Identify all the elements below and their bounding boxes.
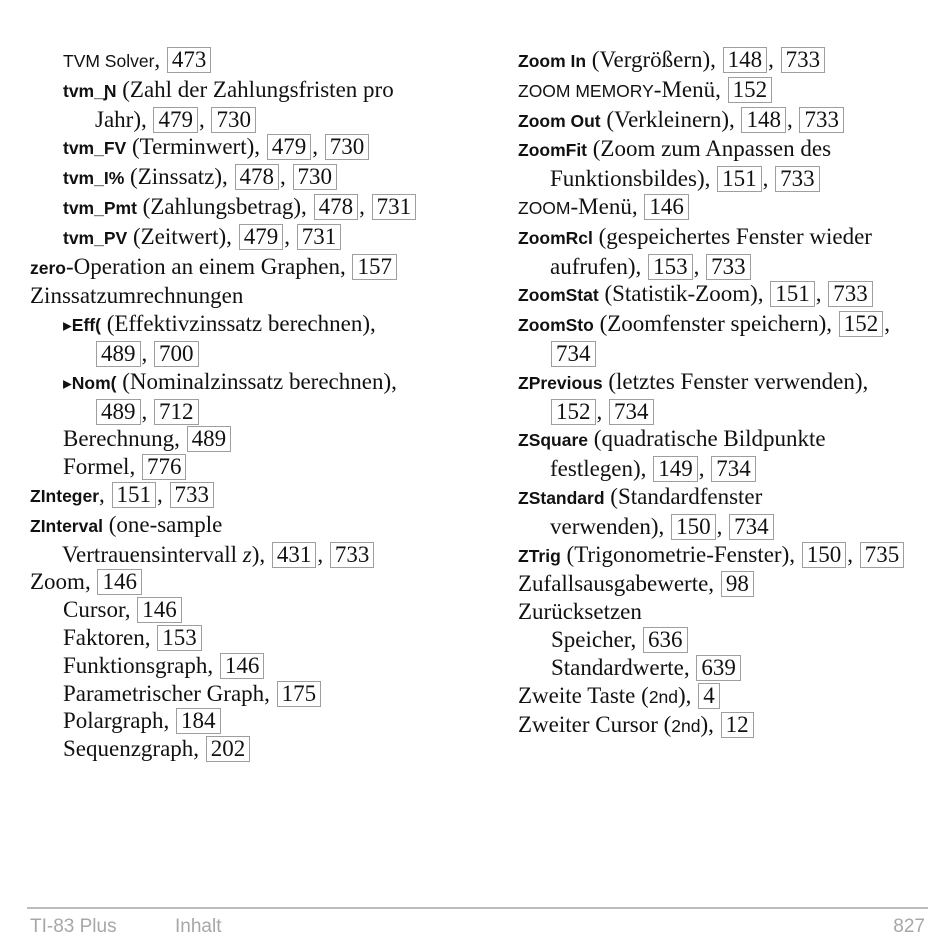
page-reference-link[interactable]: 157 <box>352 254 397 280</box>
footer-book-title: TI-83 Plus <box>30 916 117 937</box>
page-reference-link[interactable]: 146 <box>97 569 142 595</box>
page-reference-link[interactable]: 431 <box>272 542 317 568</box>
index-entry-line <box>63 76 485 106</box>
page-reference-link[interactable]: 148 <box>741 107 786 133</box>
index-entry <box>518 626 943 654</box>
index-entry-line <box>518 368 943 398</box>
index-term-text: festlegen), <box>550 456 653 482</box>
page-reference-link[interactable]: 150 <box>802 542 847 568</box>
index-term-keyword: tvm_Ɲ <box>63 80 117 101</box>
index-term-text: verwenden), <box>550 513 671 539</box>
index-entry <box>518 310 943 368</box>
index-column-right <box>518 46 943 741</box>
index-term-text: , <box>154 47 166 72</box>
page-reference-link[interactable]: 700 <box>154 341 199 367</box>
page-reference-link[interactable]: 473 <box>167 47 212 73</box>
index-term-text: , <box>284 223 296 249</box>
index-entry-line <box>63 163 485 193</box>
page-reference-link[interactable]: 730 <box>325 134 370 160</box>
index-entry-line <box>518 193 943 223</box>
page-reference-link[interactable]: 4 <box>698 683 720 709</box>
index-entry-line <box>518 223 943 253</box>
index-term-italic: z <box>242 541 252 567</box>
index-term-text: , <box>716 513 729 539</box>
page-reference-link[interactable]: 733 <box>706 254 751 280</box>
footer-rule <box>27 907 928 909</box>
index-term-text: Vertrauensintervall <box>62 541 243 567</box>
index-term-key-label: 2nd <box>671 716 701 737</box>
page-reference-link[interactable]: 12 <box>721 712 754 738</box>
index-term-text: , <box>693 253 706 279</box>
page-reference-link[interactable]: 733 <box>775 166 820 192</box>
page-reference-link[interactable]: 479 <box>239 224 284 250</box>
page-reference-link[interactable]: 731 <box>297 224 342 250</box>
index-term-text: , <box>884 311 891 337</box>
index-term-text: -Menü, <box>570 193 644 219</box>
index-entry <box>518 711 943 741</box>
index-term-text: (Terminwert), <box>126 134 266 160</box>
page-reference-link[interactable]: 639 <box>696 655 741 681</box>
index-term-text: , <box>157 481 169 507</box>
index-entry-line <box>63 425 485 453</box>
page-reference-link[interactable]: 735 <box>860 542 905 568</box>
page-reference-link[interactable]: 489 <box>96 341 141 367</box>
index-entry-line <box>551 626 943 654</box>
page-reference-link[interactable]: 153 <box>648 254 693 280</box>
index-term-keyword: ZoomStat <box>518 285 599 306</box>
page-reference-link[interactable]: 712 <box>154 399 199 425</box>
page-reference-link[interactable]: 776 <box>142 454 187 480</box>
index-term-text: Faktoren, <box>63 624 157 650</box>
page-reference-link[interactable]: 146 <box>137 597 182 623</box>
index-entry <box>30 624 485 652</box>
index-term-text: ), <box>700 712 720 738</box>
page-reference-link[interactable]: 733 <box>330 542 375 568</box>
page-reference-link[interactable]: 489 <box>96 399 141 425</box>
index-term-text: , <box>359 193 371 219</box>
index-entry-line <box>551 654 943 682</box>
index-entry <box>30 76 485 134</box>
index-entry <box>30 680 485 708</box>
index-term-text: (Verkleinern), <box>600 106 741 132</box>
index-entry <box>30 652 485 680</box>
index-term-text: (Zahlungsbetrag), <box>136 193 313 219</box>
page-reference-link[interactable]: 489 <box>187 426 232 452</box>
index-term-text: Standardwerte, <box>551 654 696 680</box>
page-reference-link[interactable]: 734 <box>711 456 756 482</box>
index-entry-continuation <box>518 398 943 426</box>
index-entry <box>30 425 485 453</box>
index-entry <box>30 223 485 253</box>
index-term-text: , <box>786 106 799 132</box>
index-entry <box>30 193 485 223</box>
index-term-text: Berechnung, <box>63 426 186 452</box>
index-term-text: , <box>280 164 292 190</box>
index-term-keyword: Zoom Out <box>518 110 601 131</box>
index-term-text: , <box>317 541 329 567</box>
index-term-keyword: ZoomSto <box>518 315 594 336</box>
index-term-text: (one-sample <box>102 511 223 537</box>
page-reference-link[interactable]: 478 <box>314 194 359 220</box>
index-term-text: Zoom, <box>30 569 97 595</box>
index-term-keyword: zero <box>30 257 66 278</box>
index-term-text: , <box>847 541 859 567</box>
page-reference-link[interactable]: 479 <box>153 107 198 133</box>
index-entry-line <box>63 624 485 652</box>
index-entry-continuation <box>30 541 485 569</box>
index-entry-line <box>30 568 485 596</box>
index-entry <box>30 310 485 368</box>
index-entry-line <box>518 682 943 712</box>
page-reference-link[interactable]: 730 <box>293 164 338 190</box>
page-reference-link[interactable]: 152 <box>839 311 884 337</box>
index-entry-line <box>63 596 485 624</box>
index-entry-line <box>63 453 485 481</box>
index-term-text: Zweiter Cursor ( <box>518 712 672 738</box>
index-entry <box>518 193 943 223</box>
index-entry-line <box>63 680 485 708</box>
page-reference-link[interactable]: 734 <box>609 399 654 425</box>
index-term-text: (Zoomfenster speichern), <box>593 311 838 337</box>
index-entry-line <box>30 481 485 511</box>
index-term-text: , <box>141 340 153 366</box>
index-entry <box>30 46 485 76</box>
index-term-text: -Menü, <box>653 76 727 102</box>
index-entry-continuation <box>63 340 485 368</box>
index-entry-line <box>63 707 485 735</box>
page-reference-link[interactable]: 146 <box>220 653 265 679</box>
page-reference-link[interactable]: 148 <box>723 47 768 73</box>
index-entry <box>30 481 485 511</box>
index-term-text: (Standardfenster <box>604 483 763 509</box>
index-entry <box>30 735 485 763</box>
index-term-text: , <box>312 134 324 160</box>
page-reference-link[interactable]: 734 <box>729 514 774 540</box>
index-entry-line <box>63 735 485 763</box>
page-reference-link[interactable]: 733 <box>828 281 873 307</box>
page-reference-link[interactable]: 202 <box>206 736 251 762</box>
page-reference-link[interactable]: 149 <box>653 456 698 482</box>
index-term-text: Sequenzgraph, <box>63 736 205 762</box>
index-term-keyword: ZoomRcl <box>518 227 593 248</box>
index-entry <box>30 596 485 624</box>
index-entry <box>30 568 485 596</box>
index-entry-continuation <box>518 340 943 368</box>
index-entry <box>30 707 485 735</box>
index-term-keyword: ZPrevious <box>518 372 603 393</box>
index-entry-line <box>63 310 485 340</box>
index-term-keyword: tvm_I% <box>63 168 125 189</box>
index-term-text: (Trigonometrie-Fenster), <box>560 541 801 567</box>
index-term-text: , <box>815 281 828 307</box>
index-term-text: ), <box>251 541 271 567</box>
index-term-keyword: tvm_PV <box>63 227 128 248</box>
index-term-text: , <box>198 106 211 132</box>
page-reference-link[interactable]: 152 <box>551 399 596 425</box>
index-entry <box>518 483 943 541</box>
page-reference-link[interactable]: 730 <box>211 107 256 133</box>
index-entry <box>518 570 943 598</box>
index-entry-line <box>518 76 943 106</box>
index-entry-line <box>63 46 485 76</box>
footer-page-number: 827 <box>893 916 925 937</box>
index-entry-line <box>63 133 485 163</box>
index-entry-continuation <box>518 253 943 281</box>
index-entry <box>30 163 485 193</box>
index-entry-continuation <box>518 513 943 541</box>
index-term-key-label: ZOOM <box>518 197 571 218</box>
index-column-left <box>30 46 485 763</box>
index-entry <box>30 133 485 163</box>
index-entry <box>30 253 485 283</box>
index-term-text: Zurücksetzen <box>518 599 642 625</box>
index-term-text: (gespeichertes Fenster wieder <box>592 223 872 249</box>
index-term-text: , <box>596 398 608 424</box>
index-entry <box>518 280 943 310</box>
index-entry-line <box>518 570 943 598</box>
index-term-text: Parametrischer Graph, <box>63 680 276 706</box>
index-term-text: (letztes Fenster verwenden), <box>602 368 869 394</box>
footer-section-name: Inhalt <box>175 916 222 937</box>
index-term-keyword: tvm_FV <box>63 138 127 159</box>
index-term-text: (Zoom zum Anpassen des <box>587 136 832 162</box>
index-entry-continuation <box>63 106 485 134</box>
page-reference-link[interactable]: 151 <box>770 281 815 307</box>
page-reference-link[interactable]: 151 <box>112 482 157 508</box>
index-entry-line <box>518 711 943 741</box>
page-reference-link[interactable]: 733 <box>781 47 826 73</box>
index-entry-line <box>518 280 943 310</box>
index-term-keyword: ZoomFit <box>518 140 588 161</box>
index-term-text: (quadratische Bildpunkte <box>588 426 826 452</box>
index-term-keyword: ZStandard <box>518 487 605 508</box>
page-reference-link[interactable]: 150 <box>671 514 716 540</box>
index-entry-line <box>518 483 943 513</box>
index-term-key-label: 2nd <box>648 686 679 707</box>
index-entry-line <box>63 223 485 253</box>
index-entry-line <box>518 425 943 455</box>
index-entry <box>518 76 943 106</box>
index-term-text: , <box>762 166 775 192</box>
index-entry-line <box>518 106 943 136</box>
index-entry <box>518 682 943 712</box>
page-reference-link[interactable]: 479 <box>267 134 312 160</box>
page-reference-link[interactable]: 146 <box>644 194 689 220</box>
index-term-text: (Zeitwert), <box>127 223 238 249</box>
index-term-text: Polargraph, <box>63 708 176 734</box>
index-entry-line <box>518 310 943 340</box>
page-reference-link[interactable]: 151 <box>717 166 762 192</box>
index-term-text: Zweite Taste ( <box>518 682 649 708</box>
index-term-text: ), <box>678 682 698 708</box>
index-term-text: (Nominalzinssatz berechnen), <box>116 368 397 394</box>
index-entry-continuation <box>63 398 485 426</box>
index-entry-continuation <box>518 165 943 193</box>
index-term-text: Zufallsausgabewerte, <box>518 571 720 597</box>
index-entry-line <box>518 46 943 76</box>
index-term-text: Jahr), <box>95 106 153 132</box>
page-reference-link[interactable]: 733 <box>799 107 844 133</box>
index-term-text: , <box>141 398 153 424</box>
index-term-keyword: ZSquare <box>518 430 589 451</box>
page-reference-link[interactable]: 152 <box>728 77 773 103</box>
index-entry <box>518 223 943 281</box>
index-term-text: -Operation an einem Graphen, <box>65 253 352 279</box>
page-reference-link[interactable]: 98 <box>721 571 754 597</box>
index-term-text: , <box>698 456 711 482</box>
index-entry <box>518 135 943 193</box>
index-entry-line <box>63 368 485 398</box>
index-entry <box>30 282 485 310</box>
page-reference-link[interactable]: 733 <box>170 482 215 508</box>
index-term-keyword: ZInteger <box>30 485 100 506</box>
index-term-keyword: Zoom In <box>518 51 587 71</box>
index-entry-line <box>63 193 485 223</box>
index-term-text: aufrufen), <box>550 253 648 279</box>
page-reference-link[interactable]: 184 <box>176 708 221 734</box>
index-term-keyword: ▸Nom( <box>63 372 117 393</box>
index-entry-line <box>518 598 943 626</box>
index-term-keyword: ZInterval <box>30 515 103 536</box>
index-entry <box>518 46 943 76</box>
index-entry-line <box>30 253 485 283</box>
index-term-text: (Statistik-Zoom), <box>598 281 770 307</box>
index-term-text: (Effektivzinssatz berechnen), <box>100 311 376 337</box>
index-term-text: Cursor, <box>63 597 137 623</box>
index-entry-continuation <box>518 455 943 483</box>
page-reference-link[interactable]: 153 <box>157 625 202 651</box>
index-term-text: , <box>99 481 111 507</box>
index-term-key-label: ZOOM MEMORY <box>518 80 654 101</box>
index-term-keyword: tvm_Pmt <box>63 197 137 218</box>
index-entry <box>518 425 943 483</box>
index-term-text: Formel, <box>63 454 141 480</box>
index-entry <box>518 368 943 426</box>
index-term-keyword: ▸Eff( <box>63 315 101 336</box>
index-term-text: Zinssatzumrechnungen <box>30 283 244 309</box>
index-term-text: , <box>768 47 780 72</box>
index-term-key-label: TVM Solver <box>63 51 155 71</box>
index-entry <box>30 511 485 569</box>
page-reference-link[interactable]: 734 <box>551 341 596 367</box>
index-entry-line <box>30 282 485 310</box>
index-entry <box>518 598 943 626</box>
page-reference-link[interactable]: 478 <box>235 164 280 190</box>
index-entry <box>30 453 485 481</box>
index-entry-line <box>518 135 943 165</box>
index-entry-line <box>63 652 485 680</box>
index-term-text: (Zinssatz), <box>124 164 234 190</box>
index-entry <box>518 541 943 571</box>
index-term-text: Funktionsbildes), <box>550 166 717 192</box>
index-entry-line <box>518 541 943 571</box>
page-reference-link[interactable]: 636 <box>643 627 688 653</box>
index-entry <box>518 654 943 682</box>
index-term-keyword: ZTrig <box>518 545 561 566</box>
index-entry <box>30 368 485 426</box>
index-term-text: (Zahl der Zahlungsfristen pro <box>116 76 394 102</box>
index-term-text: (Vergrößern), <box>586 47 722 72</box>
index-term-text: Speicher, <box>551 626 643 652</box>
index-entry <box>518 106 943 136</box>
index-term-text: Funktionsgraph, <box>63 652 219 678</box>
page-reference-link[interactable]: 731 <box>372 194 417 220</box>
page-reference-link[interactable]: 175 <box>277 681 322 707</box>
index-entry-line <box>30 511 485 541</box>
